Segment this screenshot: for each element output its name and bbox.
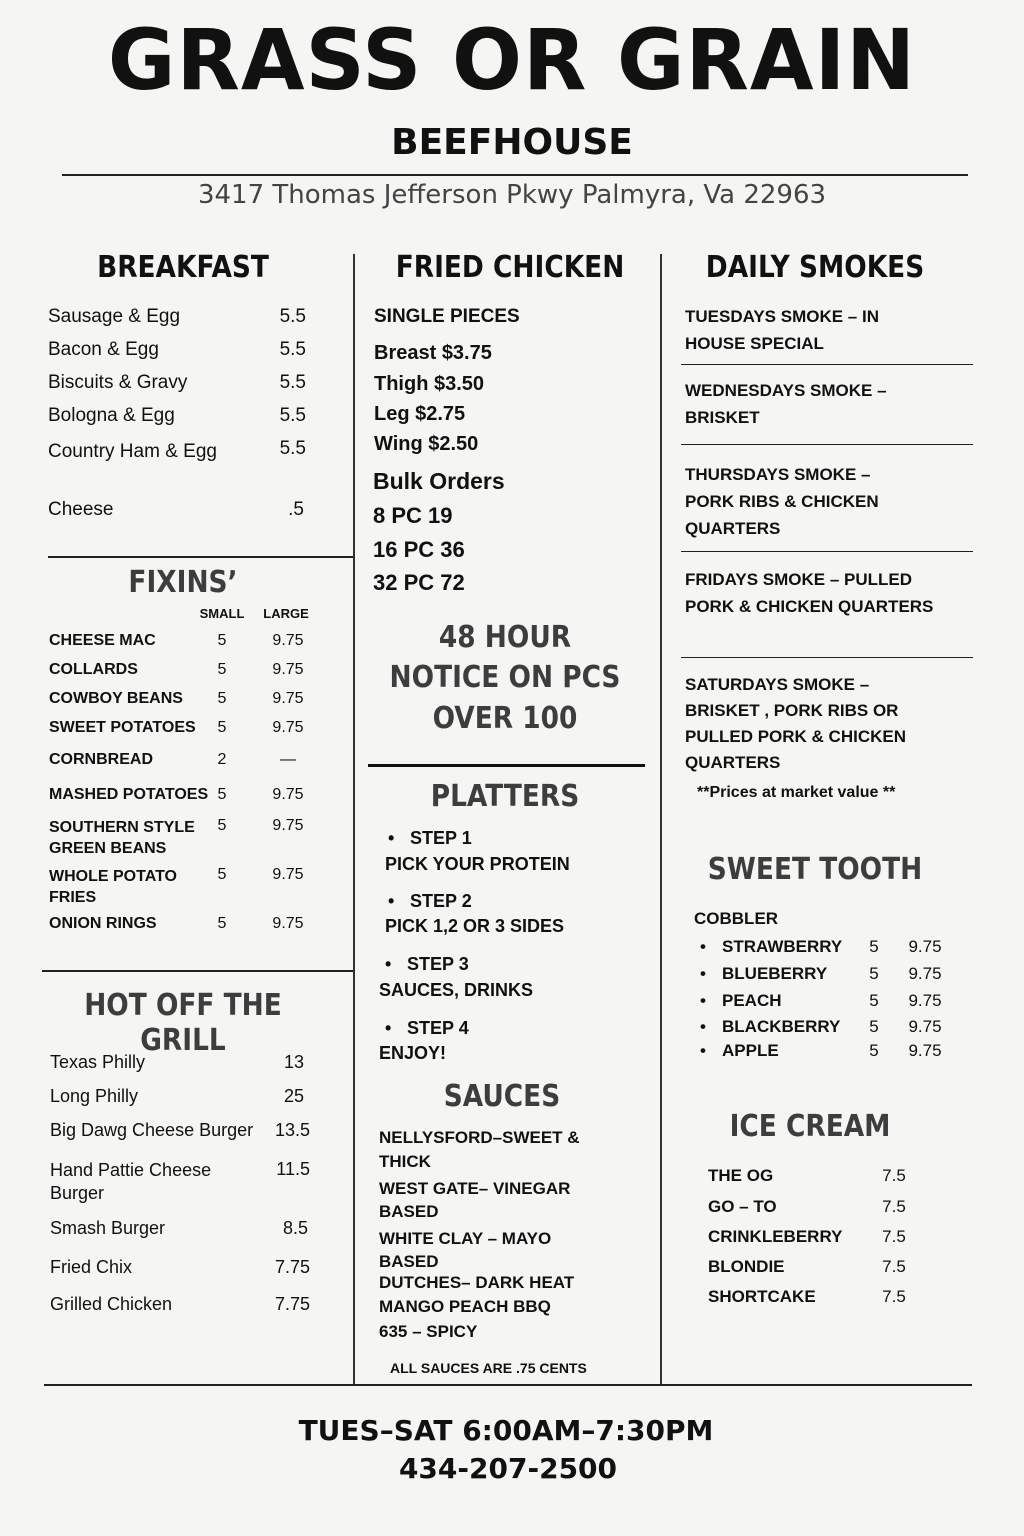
smoke-day-item: TUESDAYS SMOKE – IN HOUSE SPECIAL: [685, 307, 879, 353]
cobbler-item-name: • STRAWBERRY: [722, 937, 842, 957]
sauce-item: 635 – SPICY: [379, 1322, 478, 1341]
grill-item-price: 8.5: [282, 1218, 308, 1238]
fixins-item-small: 5: [217, 719, 227, 736]
fixins-item-large: 9.75: [272, 786, 304, 803]
breakfast-item-price: 5.5: [279, 405, 306, 426]
breakfast-item-price: 5.5: [279, 372, 306, 393]
grill-item-name: Fried Chix: [50, 1257, 133, 1277]
single-piece-item: Wing $2.50: [374, 433, 479, 455]
cobbler-item-large: 9.75: [908, 1017, 942, 1036]
platter-step-text: PICK 1,2 OR 3 SIDES: [385, 916, 565, 936]
cobbler-item-small: 5: [869, 991, 879, 1010]
grill-item-name: Hand Pattie Cheese Burger: [50, 1160, 212, 1203]
breakfast-item-name: Cheese: [48, 499, 114, 520]
cobbler-item-large: 9.75: [908, 937, 942, 956]
grill-item-price: 7.75: [274, 1294, 310, 1314]
platter-step-label: • STEP 3: [407, 954, 469, 975]
grill-item-name: Texas Philly: [50, 1052, 146, 1072]
platter-step-label: • STEP 4: [407, 1018, 469, 1039]
fixins-item-small: 5: [217, 915, 227, 932]
bulk-notice-line: OVER 100: [432, 701, 578, 736]
breakfast-item-name: Bologna & Egg: [48, 405, 175, 426]
fixins-item-name: CHEESE MAC: [49, 632, 156, 649]
cobbler-item-small: 5: [869, 964, 879, 983]
restaurant-subtitle: BEEFHOUSE: [391, 122, 633, 163]
fixins-item-large: 9.75: [272, 690, 304, 707]
bulk-orders-heading: Bulk Orders: [373, 468, 505, 494]
chicken-divider: [368, 764, 645, 767]
smokes-price-note: **Prices at market value **: [697, 784, 896, 801]
grill-item-price: 7.75: [274, 1257, 310, 1277]
fixins-title: FIXINS’: [128, 565, 238, 600]
bulk-order-item: 16 PC 36: [373, 537, 465, 562]
fixins-item-large: 9.75: [272, 719, 304, 736]
cobbler-item-large: 9.75: [908, 1041, 942, 1060]
smoke-divider: [681, 657, 973, 658]
fixins-item-name: SWEET POTATOES: [49, 719, 196, 736]
sweet-tooth-title: SWEET TOOTH: [707, 852, 923, 887]
platter-step-text: ENJOY!: [379, 1043, 447, 1063]
fixins-item-name: COLLARDS: [49, 661, 138, 678]
smoke-divider: [681, 364, 973, 365]
cobbler-item-small: 5: [869, 937, 879, 956]
single-piece-item: Breast $3.75: [374, 342, 492, 364]
fixins-item-small: 2: [217, 751, 227, 768]
grill-item-name: Big Dawg Cheese Burger: [50, 1120, 254, 1140]
fixins-item-small: 5: [217, 632, 227, 649]
breakfast-item-name: Country Ham & Egg: [48, 441, 217, 462]
cobbler-item-large: 9.75: [908, 964, 942, 983]
ice-cream-item-price: 7.5: [882, 1287, 906, 1306]
platter-step-label: • STEP 1: [410, 828, 472, 849]
fixins-item-large: 9.75: [272, 632, 304, 649]
fixins-item-small: 5: [217, 866, 227, 883]
platter-step-label: • STEP 2: [410, 891, 472, 912]
fixins-item-large: 9.75: [272, 661, 304, 678]
sauces-price-note: ALL SAUCES ARE .75 CENTS: [390, 1360, 587, 1376]
sauce-item: WEST GATE– VINEGAR BASED: [379, 1179, 571, 1221]
smoke-day-item: WEDNESDAYS SMOKE – BRISKET: [685, 381, 887, 427]
smoke-day-item: SATURDAYS SMOKE – BRISKET , PORK RIBS OR PULLED PORK & CHICKEN QUARTERS: [685, 675, 907, 772]
ice-cream-title: ICE CREAM: [729, 1109, 891, 1144]
grill-item-name: Grilled Chicken: [50, 1294, 173, 1314]
grill-item-name: Long Philly: [50, 1086, 139, 1106]
fixins-item-large: —: [280, 751, 296, 768]
grill-item-price: 25: [283, 1086, 304, 1106]
grill-title: HOT OFF THE GRILL: [84, 988, 282, 1058]
hours: TUES–SAT 6:00AM–7:30PM: [298, 1414, 714, 1447]
platter-step-text: SAUCES, DRINKS: [379, 980, 534, 1000]
single-pieces-heading: SINGLE PIECES: [374, 306, 520, 327]
fixins-col-small: SMALL: [199, 606, 245, 621]
fixins-item-name: WHOLE POTATO FRIES: [49, 868, 177, 906]
grill-item-name: Smash Burger: [50, 1218, 166, 1238]
footer-divider: [44, 1384, 972, 1386]
fixins-item-name: ONION RINGS: [49, 915, 157, 932]
grill-item-price: 13.5: [274, 1120, 310, 1140]
cobbler-heading: COBBLER: [694, 909, 779, 928]
breakfast-title: BREAKFAST: [97, 250, 269, 285]
breakfast-item-price: 5.5: [279, 339, 306, 360]
breakfast-item-name: Biscuits & Gravy: [48, 372, 188, 393]
ice-cream-item-price: 7.5: [882, 1166, 906, 1185]
restaurant-title: GRASS OR GRAIN: [107, 11, 917, 109]
cobbler-item-name: • PEACH: [722, 991, 782, 1011]
ice-cream-item-name: CRINKLEBERRY: [708, 1227, 843, 1246]
fixins-divider: [42, 970, 353, 972]
cobbler-item-name: • APPLE: [722, 1041, 779, 1061]
phone-number: 434-207-2500: [398, 1452, 618, 1485]
fixins-item-small: 5: [217, 661, 227, 678]
ice-cream-item-price: 7.5: [882, 1227, 906, 1246]
fixins-item-small: 5: [217, 690, 227, 707]
fixins-col-large: LARGE: [263, 606, 309, 621]
sauce-item: NELLYSFORD–SWEET & THICK: [379, 1128, 580, 1171]
smoke-divider: [681, 444, 973, 445]
ice-cream-item-name: GO – TO: [708, 1197, 777, 1216]
breakfast-item-name: Bacon & Egg: [48, 339, 159, 360]
cobbler-item-name: • BLACKBERRY: [722, 1017, 840, 1037]
breakfast-divider: [48, 556, 353, 558]
grill-item-price: 13: [283, 1052, 304, 1072]
cobbler-item-small: 5: [869, 1041, 879, 1060]
fixins-item-name: COWBOY BEANS: [49, 690, 183, 707]
breakfast-item-price: 5.5: [279, 438, 306, 459]
smoke-day-item: THURSDAYS SMOKE – PORK RIBS & CHICKEN QUARTERS: [685, 465, 879, 538]
fixins-item-small: 5: [217, 786, 227, 803]
column-divider-left: [353, 254, 355, 1384]
cobbler-item-name: • BLUEBERRY: [722, 964, 827, 984]
single-piece-item: Thigh $3.50: [374, 373, 485, 395]
ice-cream-item-name: SHORTCAKE: [708, 1287, 816, 1306]
ice-cream-item-price: 7.5: [882, 1257, 906, 1276]
header-divider: [62, 174, 968, 176]
single-piece-item: Leg $2.75: [374, 403, 466, 425]
fixins-item-name: SOUTHERN STYLE GREEN BEANS: [49, 819, 195, 857]
bulk-order-item: 8 PC 19: [373, 503, 453, 528]
platters-title: PLATTERS: [430, 779, 580, 814]
fixins-item-name: MASHED POTATOES: [49, 786, 209, 803]
breakfast-item-price: 5.5: [279, 306, 306, 327]
cobbler-item-small: 5: [869, 1017, 879, 1036]
column-divider-right: [660, 254, 662, 1384]
fixins-item-large: 9.75: [272, 866, 304, 883]
sauce-item: WHITE CLAY – MAYO BASED: [379, 1229, 552, 1271]
cobbler-item-large: 9.75: [908, 991, 942, 1010]
smoke-day-item: FRIDAYS SMOKE – PULLED PORK & CHICKEN QUARTERS: [685, 570, 934, 616]
bulk-notice-line: 48 HOUR: [438, 620, 572, 655]
smoke-divider: [681, 551, 973, 552]
fixins-item-large: 9.75: [272, 817, 304, 834]
smokes-title: DAILY SMOKES: [705, 250, 925, 285]
breakfast-item-price: .5: [288, 499, 304, 520]
ice-cream-item-name: THE OG: [708, 1166, 774, 1185]
restaurant-address: 3417 Thomas Jefferson Pkwy Palmyra, Va 22963: [197, 180, 827, 210]
sauces-title: SAUCES: [443, 1079, 561, 1114]
fixins-item-name: CORNBREAD: [49, 751, 153, 768]
fixins-item-large: 9.75: [272, 915, 304, 932]
sauce-item: DUTCHES– DARK HEAT: [379, 1273, 575, 1292]
bulk-order-item: 32 PC 72: [373, 570, 465, 595]
ice-cream-item-name: BLONDIE: [708, 1257, 785, 1276]
grill-item-price: 11.5: [276, 1159, 310, 1179]
bulk-notice-line: NOTICE ON PCS: [389, 660, 621, 695]
chicken-title: FRIED CHICKEN: [395, 250, 625, 285]
breakfast-item-name: Sausage & Egg: [48, 306, 181, 327]
ice-cream-item-price: 7.5: [882, 1197, 906, 1216]
fixins-item-small: 5: [217, 817, 227, 834]
platter-step-text: PICK YOUR PROTEIN: [385, 854, 570, 874]
sauce-item: MANGO PEACH BBQ: [379, 1297, 551, 1316]
